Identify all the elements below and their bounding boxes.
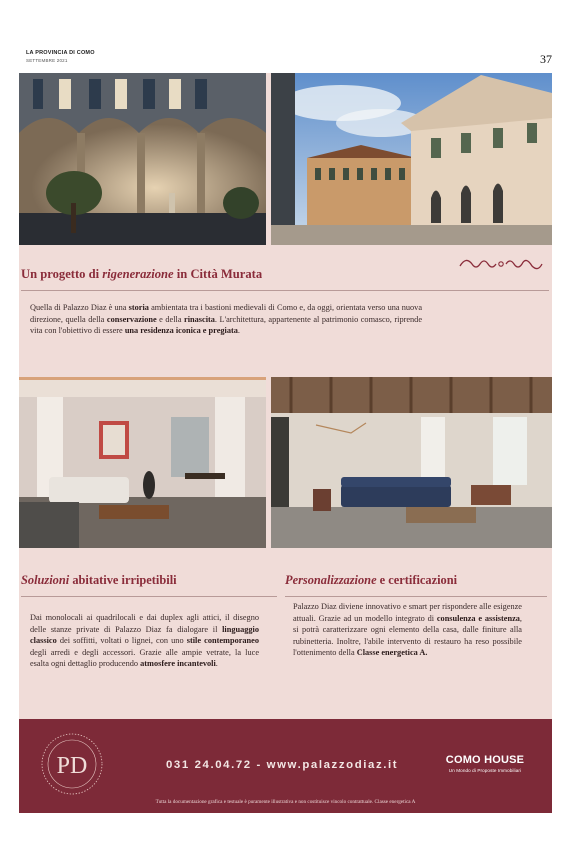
solutions-heading: Soluzioni abitative irripetibili	[21, 573, 177, 587]
brand-name: COMO HOUSE	[445, 754, 525, 766]
newspaper-name: LA PROVINCIA DI COMO	[26, 50, 95, 56]
courtyard-photo	[19, 73, 266, 245]
flourish-ornament	[456, 254, 546, 274]
facade-photo	[271, 73, 552, 245]
solutions-paragraph: Dai monolocali ai quadrilocali e dai duplex agli attici, il disegno delle stanze private di Palazzo Diaz fa dialogare il linguaggio classico dei soffitti, voltati o lignei, con uno stile contemporaneo degli arredi e degli accessori. Grazie alle ampie vetrate, la luce esalta ogni dettaglio producendo atmosfere incantevoli.	[30, 613, 259, 668]
personalization-paragraph: Palazzo Diaz diviene innovativo e smart per rispondere alle esigenze attuali. Grazie ad un modello integrato di consulenza e assistenza, si potrà caratterizzare ogni elemento della casa, dalle finiture alla rubinetteria. Inoltre, l'abile intervento di restauro ha reso possibile l'ottenimento della Classe energetica A.	[293, 602, 522, 657]
page-number: 37	[540, 52, 552, 66]
lounge-photo	[271, 377, 552, 548]
divider-right	[285, 596, 547, 597]
palazzo-diaz-logo	[39, 731, 105, 797]
footer-banner	[19, 719, 552, 813]
issue-date: SETTEMBRE 2021	[26, 58, 68, 63]
masthead	[26, 50, 552, 72]
contact-line[interactable]: 031 24.04.72 - www.palazzodiaz.it	[166, 759, 399, 771]
living-room-photo	[19, 377, 266, 548]
disclaimer: Tutta la documentazione grafica e testuale è puramente illustrativa e non costituisce vincolo contrattuale. Classe energetica A	[155, 799, 416, 805]
divider-left	[21, 596, 277, 597]
como-house-brand	[439, 754, 531, 773]
svg-text:PD: PD	[56, 753, 88, 779]
main-heading: Un progetto di rigenerazione in Città Murata	[21, 267, 263, 281]
divider	[21, 290, 549, 291]
brand-tagline: Un Mondo di Proposte Immobiliari	[448, 768, 522, 773]
personalization-heading: Personalizzazione e certificazioni	[285, 573, 458, 587]
intro-paragraph: Quella di Palazzo Diaz è una storia ambientata tra i bastioni medievali di Como e, da oggi, orientata verso una nuova direzione, quella della conservazione e della rinascita. L'architettura, appartenente al patrimonio comasco, riprende vita con l'obiettivo di essere una residenza iconica e pregiata.	[30, 303, 423, 335]
